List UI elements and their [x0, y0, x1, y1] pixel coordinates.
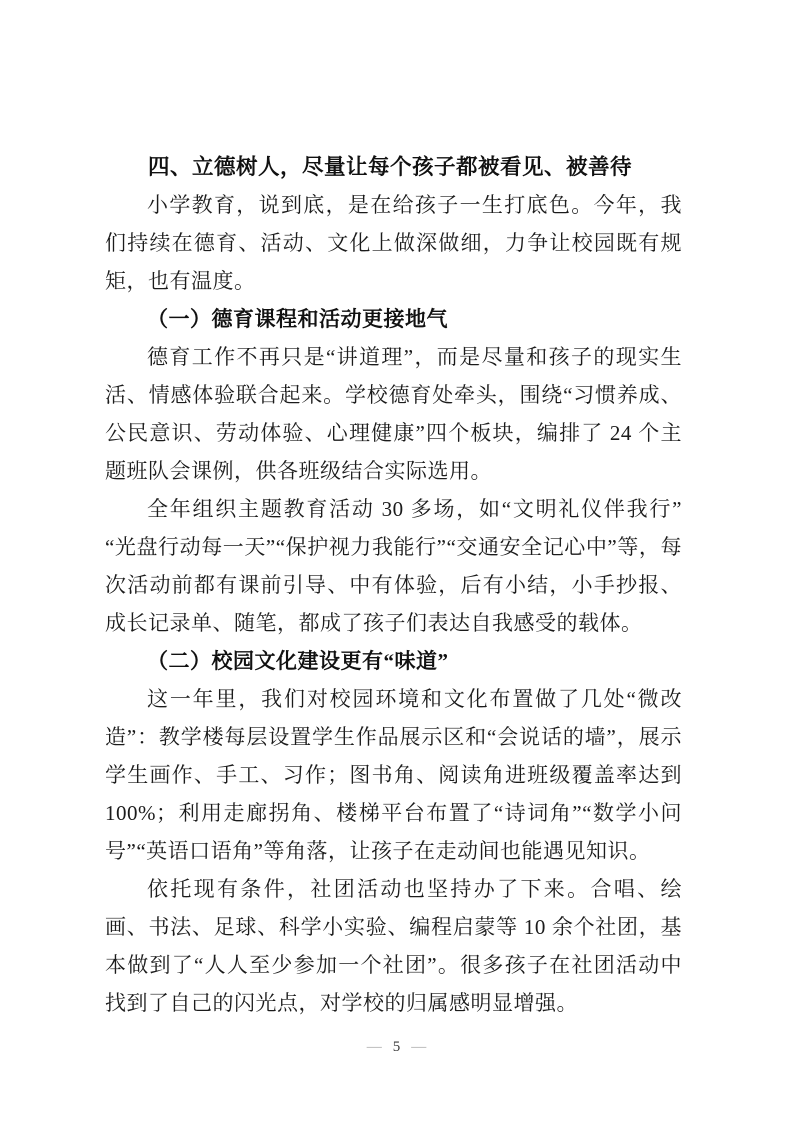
subsection-1-paragraph-2: 全年组织主题教育活动 30 多场，如“文明礼仪伴我行”“光盘行动每一天”“保护视力我能行”“交通安全记心中”等，每次活动前都有课前引导、中有体验，后有小结，小手抄报、成长记录单、随笔，都成了孩子们表达自我感受的载体。 [105, 497, 682, 635]
footer-dash-left: — [366, 1039, 382, 1055]
subsection-2-paragraph-1: 这一年里，我们对校园环境和文化布置做了几处“微改造”：教学楼每层设置学生作品展示区和“会说话的墙”，展示学生画作、手工、习作；图书角、阅读角进班级覆盖率达到 100%；利用走廊拐角、楼梯平台布置了“诗词角”“数学小问号”“英语口语角”等角落，让孩子在走动间也能遇见知识。 [105, 687, 682, 863]
subsection-2-heading: （二）校园文化建设更有“味道” [147, 649, 449, 673]
subsection-1-heading: （一）德育课程和活动更接地气 [147, 307, 448, 331]
page-footer [0, 1036, 793, 1058]
intro-paragraph: 小学教育，说到底，是在给孩子一生打底色。今年，我们持续在德育、活动、文化上做深做细，力争让校园既有规矩，也有温度。 [105, 193, 682, 293]
page-number: 5 [392, 1039, 401, 1055]
footer-dash-right: — [411, 1039, 427, 1055]
subsection-1-paragraph-1: 德育工作不再只是“讲道理”，而是尽量和孩子的现实生活、情感体验联合起来。学校德育处牵头，围绕“习惯养成、公民意识、劳动体验、心理健康”四个板块，编排了 24 个主题班队会课例，供各班级结合实际选用。 [105, 345, 682, 483]
document-body [105, 148, 682, 1022]
subsection-2-paragraph-2: 依托现有条件，社团活动也坚持办了下来。合唱、绘画、书法、足球、科学小实验、编程启蒙等 10 余个社团，基本做到了“人人至少参加一个社团”。很多孩子在社团活动中找到了自己的闪光点，对学校的归属感明显增强。 [105, 877, 682, 1015]
section-heading: 四、立德树人，尽量让每个孩子都被看见、被善待 [148, 155, 633, 179]
